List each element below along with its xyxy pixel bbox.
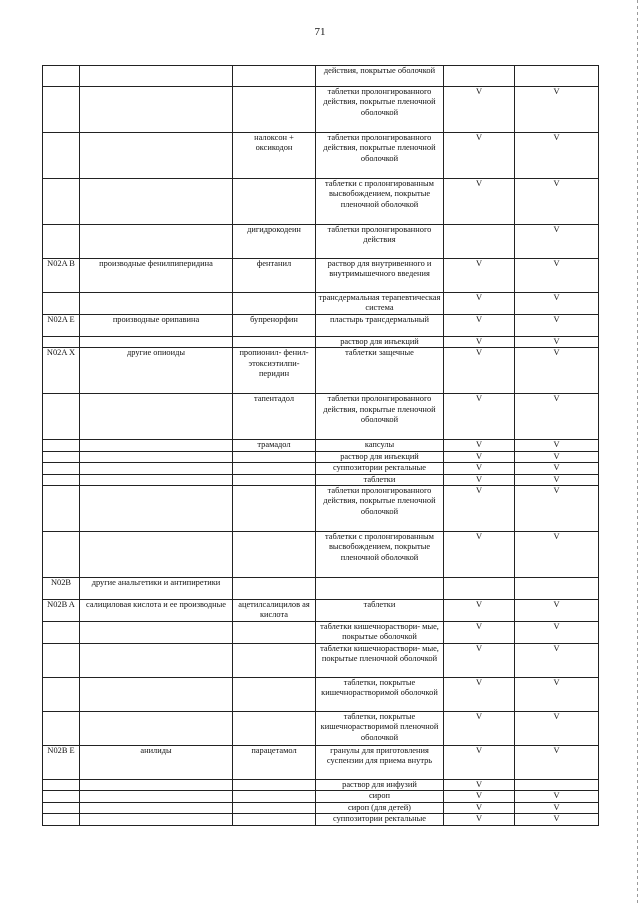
group-cell: [80, 678, 233, 712]
dosage-form-cell: [316, 578, 444, 600]
dosage-form-cell: гранулы для приготовления суспензии для приема внутрь: [316, 746, 444, 780]
mark-cell-1: V: [444, 179, 515, 225]
mark-cell-1: [444, 578, 515, 600]
code-cell: [43, 791, 80, 802]
mark-cell-1: V: [444, 746, 515, 780]
mark-cell-2: V: [515, 394, 599, 440]
group-cell: [80, 463, 233, 474]
dosage-form-cell: таблетки, покрытые кишечнорастворимой оболочкой: [316, 678, 444, 712]
group-cell: [80, 780, 233, 791]
table-row: [43, 315, 599, 337]
dosage-form-cell: таблетки с пролонгированным высвобождением, покрытые пленочной оболочкой: [316, 179, 444, 225]
code-cell: [43, 474, 80, 485]
code-cell: [43, 712, 80, 746]
substance-cell: пропионил- фенил- этоксиэтилпи- перидин: [233, 348, 316, 394]
code-cell: [43, 802, 80, 813]
table-row: [43, 293, 599, 315]
mark-cell-1: [444, 66, 515, 87]
group-cell: [80, 814, 233, 825]
dosage-form-cell: таблетки защечные: [316, 348, 444, 394]
table-row: [43, 179, 599, 225]
group-cell: [80, 225, 233, 259]
substance-cell: ацетилсалицилов ая кислота: [233, 600, 316, 622]
dosage-form-cell: трансдермальная терапевтическая система: [316, 293, 444, 315]
substance-cell: [233, 678, 316, 712]
dosage-form-cell: раствор для инфузий: [316, 780, 444, 791]
dosage-form-cell: таблетки пролонгированного действия, покрытые пленочной оболочкой: [316, 394, 444, 440]
group-cell: другие анальгетики и антипиретики: [80, 578, 233, 600]
mark-cell-2: V: [515, 802, 599, 813]
table-row: [43, 474, 599, 485]
mark-cell-1: V: [444, 644, 515, 678]
table-row: [43, 578, 599, 600]
table-row: [43, 486, 599, 532]
dosage-form-cell: таблетки с пролонгированным высвобождением, покрытые пленочной оболочкой: [316, 532, 444, 578]
mark-cell-1: [444, 225, 515, 259]
code-cell: [43, 225, 80, 259]
code-cell: [43, 87, 80, 133]
code-cell: [43, 644, 80, 678]
group-cell: салициловая кислота и ее производные: [80, 600, 233, 622]
code-cell: [43, 678, 80, 712]
mark-cell-2: V: [515, 644, 599, 678]
code-cell: [43, 486, 80, 532]
table-row: [43, 394, 599, 440]
code-cell: N02B E: [43, 746, 80, 780]
mark-cell-1: V: [444, 440, 515, 451]
table-row: [43, 348, 599, 394]
dosage-form-cell: таблетки пролонгированного действия: [316, 225, 444, 259]
substance-cell: тапентадол: [233, 394, 316, 440]
table-row: [43, 622, 599, 644]
dosage-form-cell: таблетки пролонгированного действия, покрытые пленочной оболочкой: [316, 87, 444, 133]
dosage-form-cell: таблетки кишечнораствори- мые, покрытые оболочкой: [316, 622, 444, 644]
mark-cell-1: V: [444, 814, 515, 825]
group-cell: [80, 394, 233, 440]
table-row: [43, 532, 599, 578]
code-cell: [43, 463, 80, 474]
mark-cell-2: [515, 780, 599, 791]
table-row: [43, 814, 599, 825]
group-cell: [80, 440, 233, 451]
mark-cell-1: V: [444, 293, 515, 315]
group-cell: [80, 486, 233, 532]
table-row: [43, 791, 599, 802]
group-cell: [80, 451, 233, 462]
mark-cell-1: V: [444, 791, 515, 802]
substance-cell: [233, 474, 316, 485]
mark-cell-2: V: [515, 225, 599, 259]
mark-cell-1: V: [444, 802, 515, 813]
group-cell: анилиды: [80, 746, 233, 780]
substance-cell: [233, 66, 316, 87]
dosage-form-cell: таблетки: [316, 600, 444, 622]
medicines-table: [42, 65, 599, 826]
mark-cell-2: V: [515, 791, 599, 802]
mark-cell-1: V: [444, 348, 515, 394]
substance-cell: [233, 337, 316, 348]
mark-cell-1: V: [444, 780, 515, 791]
mark-cell-1: V: [444, 532, 515, 578]
substance-cell: [233, 463, 316, 474]
mark-cell-2: V: [515, 259, 599, 293]
code-cell: [43, 133, 80, 179]
table-row: [43, 440, 599, 451]
code-cell: N02A B: [43, 259, 80, 293]
code-cell: [43, 814, 80, 825]
mark-cell-1: V: [444, 259, 515, 293]
substance-cell: [233, 486, 316, 532]
table-row: [43, 712, 599, 746]
mark-cell-1: V: [444, 486, 515, 532]
mark-cell-1: V: [444, 394, 515, 440]
mark-cell-2: V: [515, 293, 599, 315]
code-cell: N02A E: [43, 315, 80, 337]
mark-cell-2: V: [515, 315, 599, 337]
code-cell: [43, 532, 80, 578]
group-cell: [80, 802, 233, 813]
group-cell: другие опиоиды: [80, 348, 233, 394]
mark-cell-1: V: [444, 600, 515, 622]
substance-cell: дигидрокодеин: [233, 225, 316, 259]
mark-cell-1: V: [444, 337, 515, 348]
group-cell: производные орипавина: [80, 315, 233, 337]
table-row: [43, 87, 599, 133]
mark-cell-1: V: [444, 678, 515, 712]
substance-cell: [233, 578, 316, 600]
mark-cell-1: V: [444, 451, 515, 462]
mark-cell-2: V: [515, 87, 599, 133]
mark-cell-2: V: [515, 678, 599, 712]
group-cell: [80, 87, 233, 133]
dosage-form-cell: таблетки пролонгированного действия, покрытые пленочной оболочкой: [316, 486, 444, 532]
dosage-form-cell: сироп (для детей): [316, 802, 444, 813]
dosage-form-cell: раствор для инъекций: [316, 451, 444, 462]
medicines-table-body: [43, 66, 599, 826]
substance-cell: бупренорфин: [233, 315, 316, 337]
substance-cell: [233, 179, 316, 225]
page-number: 71: [314, 26, 326, 38]
substance-cell: [233, 712, 316, 746]
mark-cell-2: V: [515, 451, 599, 462]
dosage-form-cell: капсулы: [316, 440, 444, 451]
dosage-form-cell: сироп: [316, 791, 444, 802]
substance-cell: [233, 451, 316, 462]
code-cell: N02B A: [43, 600, 80, 622]
group-cell: [80, 791, 233, 802]
table-row: [43, 600, 599, 622]
group-cell: [80, 622, 233, 644]
substance-cell: [233, 802, 316, 813]
substance-cell: парацетамол: [233, 746, 316, 780]
group-cell: [80, 712, 233, 746]
dosage-form-cell: таблетки: [316, 474, 444, 485]
table-row: [43, 678, 599, 712]
code-cell: N02B: [43, 578, 80, 600]
mark-cell-2: V: [515, 474, 599, 485]
substance-cell: [233, 780, 316, 791]
group-cell: [80, 133, 233, 179]
group-cell: [80, 66, 233, 87]
table-row: [43, 463, 599, 474]
dosage-form-cell: суппозитории ректальные: [316, 463, 444, 474]
dosage-form-cell: пластырь трансдермальный: [316, 315, 444, 337]
code-cell: [43, 179, 80, 225]
group-cell: [80, 337, 233, 348]
mark-cell-2: V: [515, 486, 599, 532]
substance-cell: трамадол: [233, 440, 316, 451]
table-row: [43, 259, 599, 293]
mark-cell-1: V: [444, 133, 515, 179]
mark-cell-1: V: [444, 315, 515, 337]
table-row: [43, 451, 599, 462]
table-row: [43, 133, 599, 179]
dosage-form-cell: раствор для внутривенного и внутримышечного введения: [316, 259, 444, 293]
substance-cell: [233, 532, 316, 578]
code-cell: [43, 451, 80, 462]
substance-cell: фентанил: [233, 259, 316, 293]
group-cell: [80, 474, 233, 485]
mark-cell-2: V: [515, 348, 599, 394]
code-cell: [43, 780, 80, 791]
mark-cell-2: V: [515, 622, 599, 644]
mark-cell-1: V: [444, 622, 515, 644]
dosage-form-cell: суппозитории ректальные: [316, 814, 444, 825]
dosage-form-cell: таблетки, покрытые кишечнорастворимой пленочной оболочкой: [316, 712, 444, 746]
mark-cell-2: [515, 66, 599, 87]
table-row: [43, 337, 599, 348]
table-row: [43, 66, 599, 87]
mark-cell-2: V: [515, 133, 599, 179]
substance-cell: [233, 644, 316, 678]
table-row: [43, 225, 599, 259]
code-cell: N02A X: [43, 348, 80, 394]
table-row: [43, 780, 599, 791]
code-cell: [43, 440, 80, 451]
substance-cell: [233, 814, 316, 825]
dosage-form-cell: таблетки пролонгированного действия, покрытые пленочной оболочкой: [316, 133, 444, 179]
group-cell: производные фенилпиперидина: [80, 259, 233, 293]
mark-cell-1: V: [444, 712, 515, 746]
substance-cell: [233, 622, 316, 644]
mark-cell-2: V: [515, 440, 599, 451]
code-cell: [43, 337, 80, 348]
code-cell: [43, 66, 80, 87]
mark-cell-2: V: [515, 179, 599, 225]
group-cell: [80, 532, 233, 578]
mark-cell-2: V: [515, 712, 599, 746]
mark-cell-2: V: [515, 814, 599, 825]
code-cell: [43, 293, 80, 315]
table-row: [43, 802, 599, 813]
page-edge-line: [637, 0, 638, 905]
substance-cell: [233, 87, 316, 133]
mark-cell-1: V: [444, 463, 515, 474]
mark-cell-2: [515, 578, 599, 600]
table-row: [43, 746, 599, 780]
code-cell: [43, 394, 80, 440]
mark-cell-2: V: [515, 337, 599, 348]
mark-cell-2: V: [515, 746, 599, 780]
substance-cell: налоксон + оксикодон: [233, 133, 316, 179]
dosage-form-cell: раствор для инъекций: [316, 337, 444, 348]
code-cell: [43, 622, 80, 644]
mark-cell-2: V: [515, 600, 599, 622]
group-cell: [80, 179, 233, 225]
group-cell: [80, 293, 233, 315]
table-row: [43, 644, 599, 678]
dosage-form-cell: действия, покрытые оболочкой: [316, 66, 444, 87]
substance-cell: [233, 791, 316, 802]
substance-cell: [233, 293, 316, 315]
group-cell: [80, 644, 233, 678]
mark-cell-2: V: [515, 463, 599, 474]
dosage-form-cell: таблетки кишечнораствори- мые, покрытые пленочной оболочкой: [316, 644, 444, 678]
mark-cell-1: V: [444, 87, 515, 133]
mark-cell-1: V: [444, 474, 515, 485]
mark-cell-2: V: [515, 532, 599, 578]
